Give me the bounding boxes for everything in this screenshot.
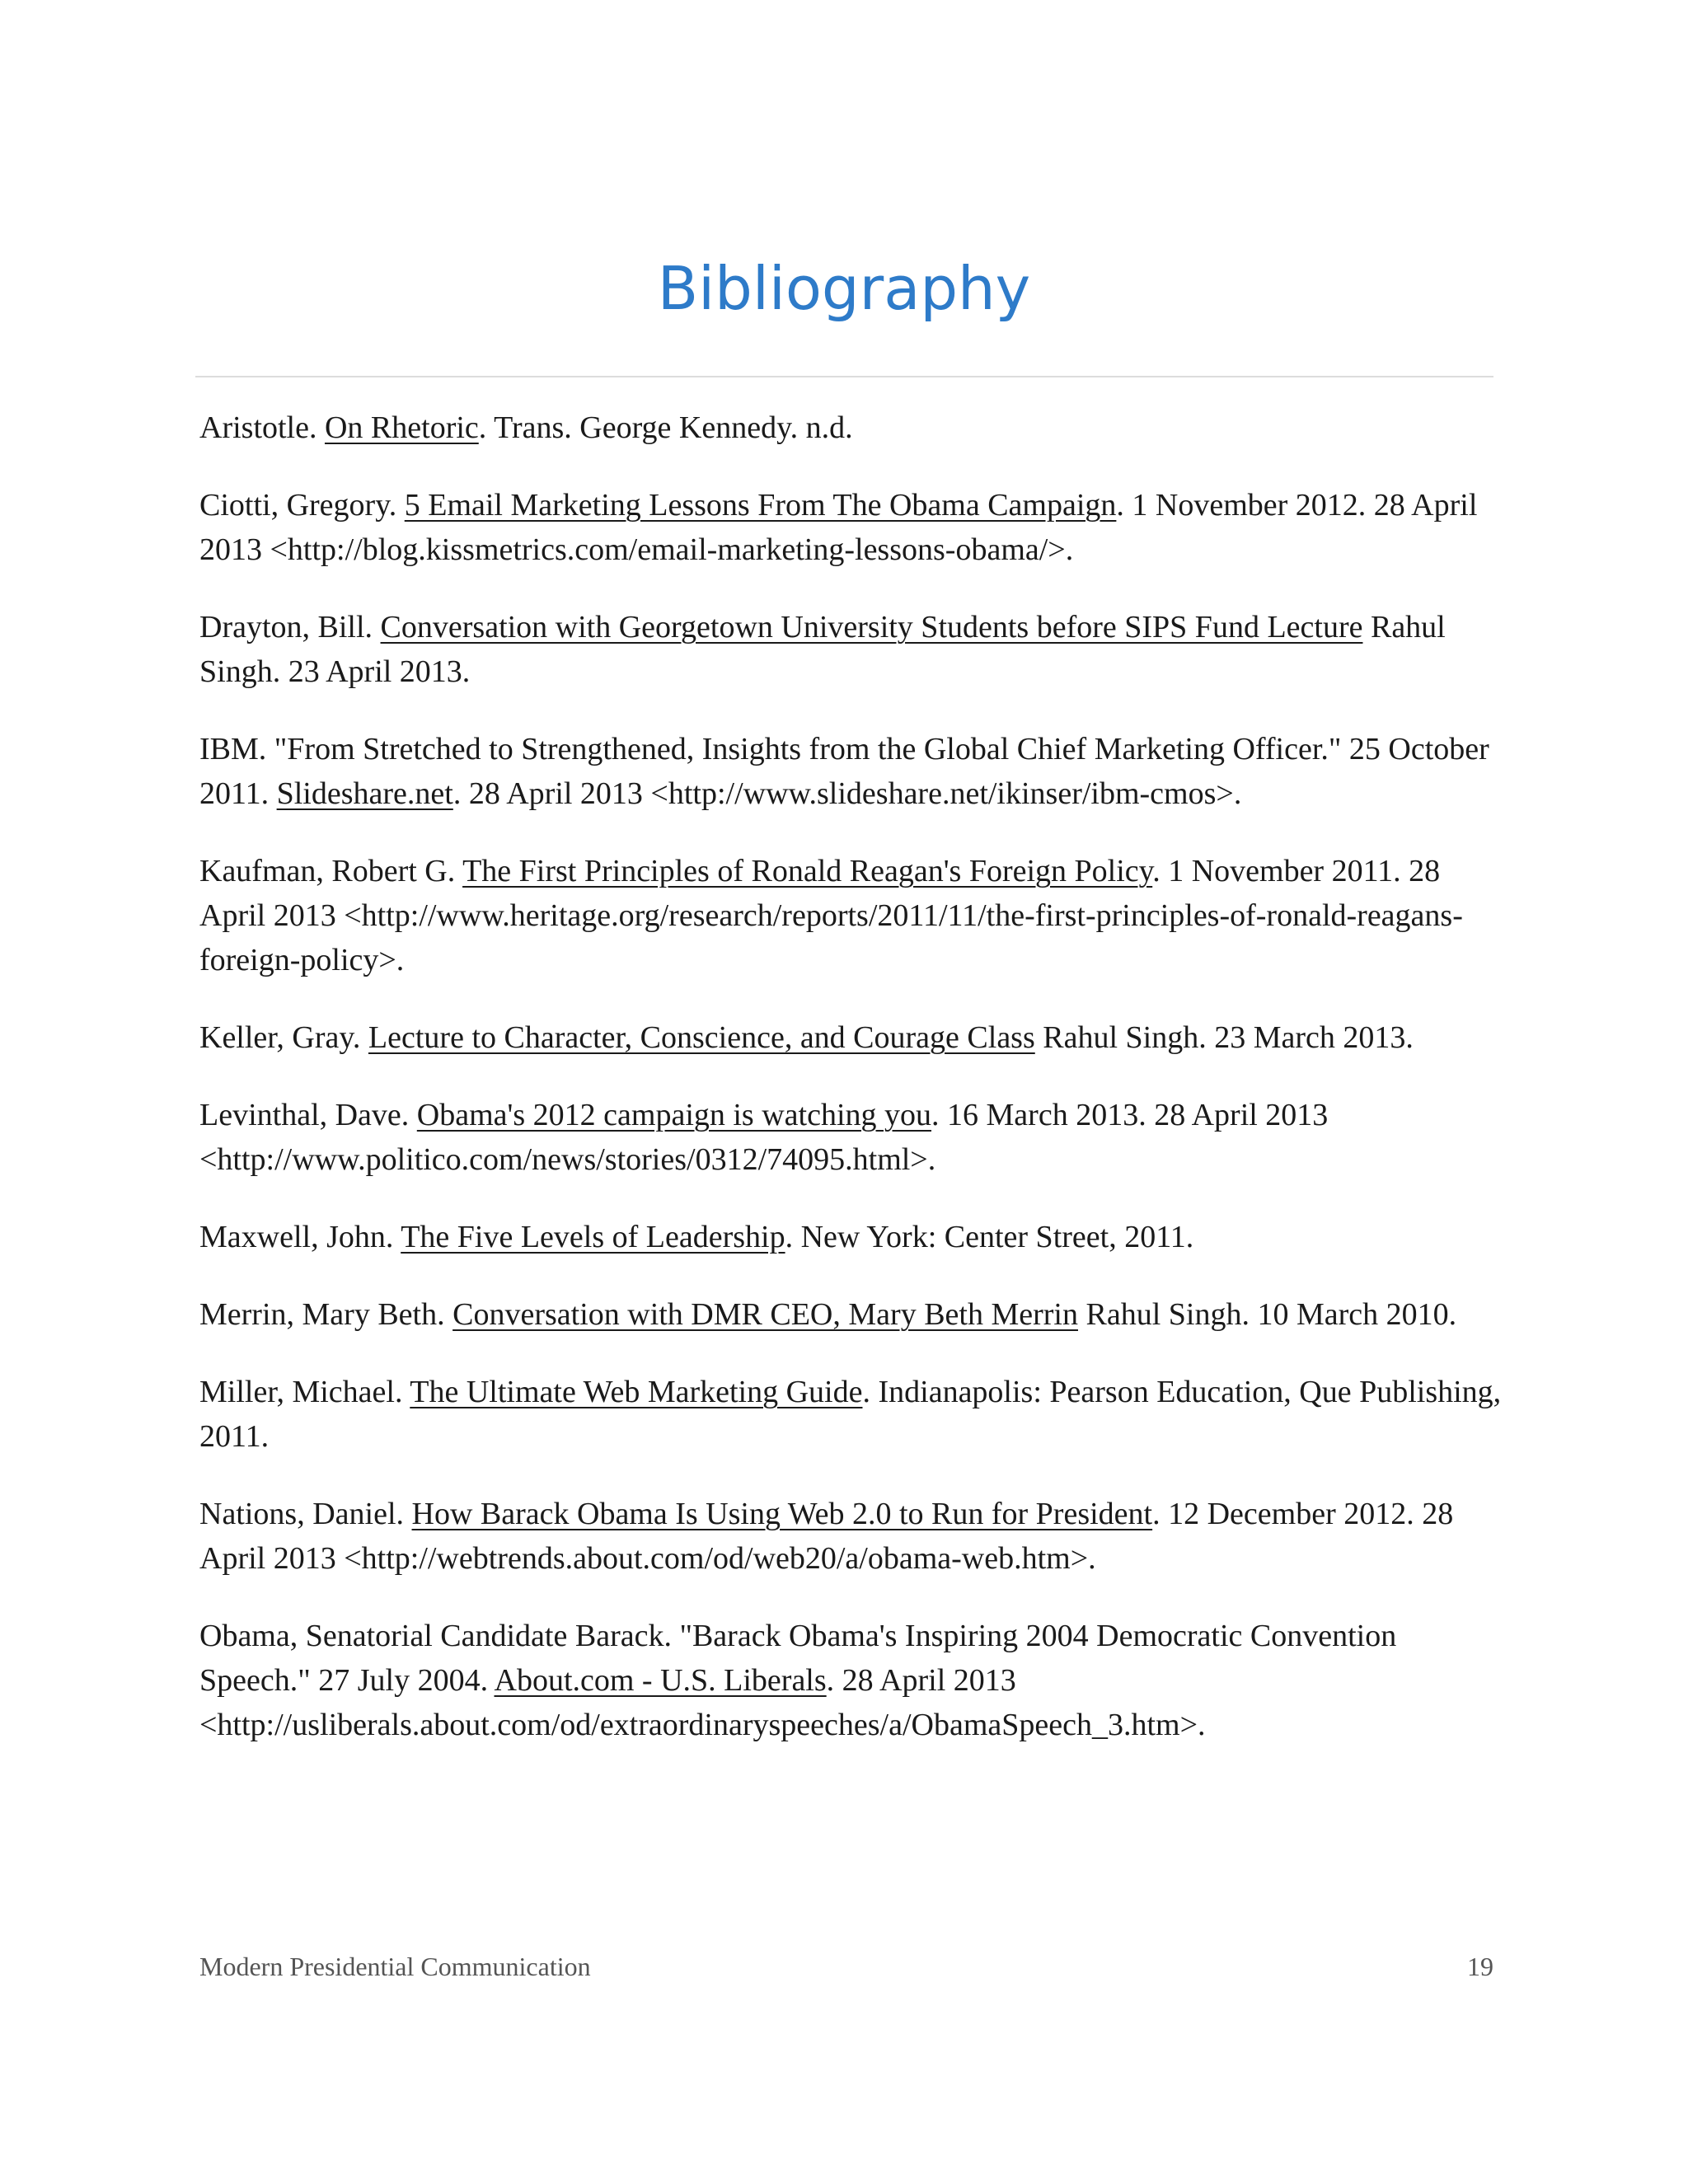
bibliography-entry (199, 1215, 1502, 1259)
entry-text-after: . 1 November 2011. 28 April 2013 <http://www.heritage.org/research/reports/2011/11/the-first-principles-of-ronald-reagans-foreign-policy>. (199, 854, 1463, 977)
entry-title-link[interactable]: Obama's 2012 campaign is watching you (416, 1098, 932, 1132)
bibliography-entry (199, 727, 1502, 816)
footer-document-title: Modern Presidential Communication (199, 1952, 591, 1981)
entry-text-before: Aristotle. (199, 410, 325, 445)
entry-title-link[interactable]: On Rhetoric (324, 410, 479, 445)
entry-text-after: . 28 April 2013 <http://www.slideshare.net/ikinser/ibm-cmos>. (452, 776, 1242, 811)
bibliography-entry (199, 1093, 1502, 1182)
entry-text-after: Rahul Singh. 23 April 2013. (199, 610, 1446, 689)
entry-text-after: Rahul Singh. 23 March 2013. (1034, 1020, 1414, 1055)
bibliography-entry (199, 1492, 1502, 1581)
bibliography-entry (199, 1015, 1502, 1060)
entry-text-after: . 28 April 2013 <http://usliberals.about.com/od/extraordinaryspeeches/a/ObamaSpeech_3.htm>. (199, 1663, 1206, 1742)
entry-text-before: Maxwell, John. (199, 1220, 401, 1254)
bibliography-entry (199, 1292, 1502, 1337)
entry-title-link[interactable]: The First Principles of Ronald Reagan's Foreign Policy (462, 854, 1153, 888)
entry-title-link[interactable]: Slideshare.net (276, 776, 453, 811)
entry-text-after: . Trans. George Kennedy. n.d. (478, 410, 853, 445)
page-footer (199, 1948, 1493, 1985)
entry-text-before: Drayton, Bill. (199, 610, 381, 644)
entry-text-before: IBM. "From Stretched to Strengthened, Insights from the Global Chief Marketing Officer." 25 October 2011. (199, 732, 1489, 811)
bibliography-entry (199, 483, 1502, 572)
entry-text-before: Nations, Daniel. (199, 1497, 412, 1531)
bibliography-entry (199, 1370, 1502, 1459)
entry-text-before: Obama, Senatorial Candidate Barack. "Barack Obama's Inspiring 2004 Democratic Convention Speech." 27 July 2004. (199, 1619, 1397, 1698)
bibliography-entry (199, 1614, 1502, 1747)
entry-text-after: . 16 March 2013. 28 April 2013 <http://www.politico.com/news/stories/0312/74095.html>. (199, 1098, 1329, 1177)
entry-title-link[interactable]: The Five Levels of Leadership (401, 1220, 785, 1254)
entry-text-before: Ciotti, Gregory. (199, 488, 405, 523)
entry-text-after: . Indianapolis: Pearson Education, Que Publishing, 2011. (199, 1375, 1502, 1454)
entry-text-after: . 1 November 2012. 28 April 2013 <http://blog.kissmetrics.com/email-marketing-lessons-obama/>. (199, 488, 1478, 567)
entry-title-link[interactable]: Conversation with DMR CEO, Mary Beth Merrin (452, 1297, 1078, 1332)
page-number: 19 (1467, 1952, 1493, 1981)
entry-text-before: Merrin, Mary Beth. (199, 1297, 453, 1332)
entry-text-after: Rahul Singh. 10 March 2010. (1077, 1297, 1457, 1332)
bibliography-entry (199, 849, 1502, 982)
bibliography-entry (199, 405, 1502, 450)
entry-title-link[interactable]: Lecture to Character, Conscience, and Courage Class (368, 1020, 1035, 1055)
entry-title-link[interactable]: How Barack Obama Is Using Web 2.0 to Run for President (411, 1497, 1153, 1531)
entry-text-after: . New York: Center Street, 2011. (785, 1220, 1194, 1254)
entry-title-link[interactable]: The Ultimate Web Marketing Guide (410, 1375, 863, 1409)
bibliography-list (199, 405, 1502, 1780)
entry-text-before: Kaufman, Robert G. (199, 854, 463, 888)
entry-title-link[interactable]: Conversation with Georgetown University Students before SIPS Fund Lecture (380, 610, 1363, 644)
entry-text-after: . 12 December 2012. 28 April 2013 <http://webtrends.about.com/od/web20/a/obama-web.htm>. (199, 1497, 1454, 1576)
entry-title-link[interactable]: 5 Email Marketing Lessons From The Obama Campaign (404, 488, 1117, 523)
page-title: Bibliography (657, 254, 1031, 323)
entry-text-before: Levinthal, Dave. (199, 1098, 417, 1132)
title-divider (195, 376, 1493, 377)
entry-text-before: Keller, Gray. (199, 1020, 368, 1055)
bibliography-entry (199, 605, 1502, 694)
entry-text-before: Miller, Michael. (199, 1375, 410, 1409)
entry-title-link[interactable]: About.com - U.S. Liberals (494, 1663, 827, 1698)
